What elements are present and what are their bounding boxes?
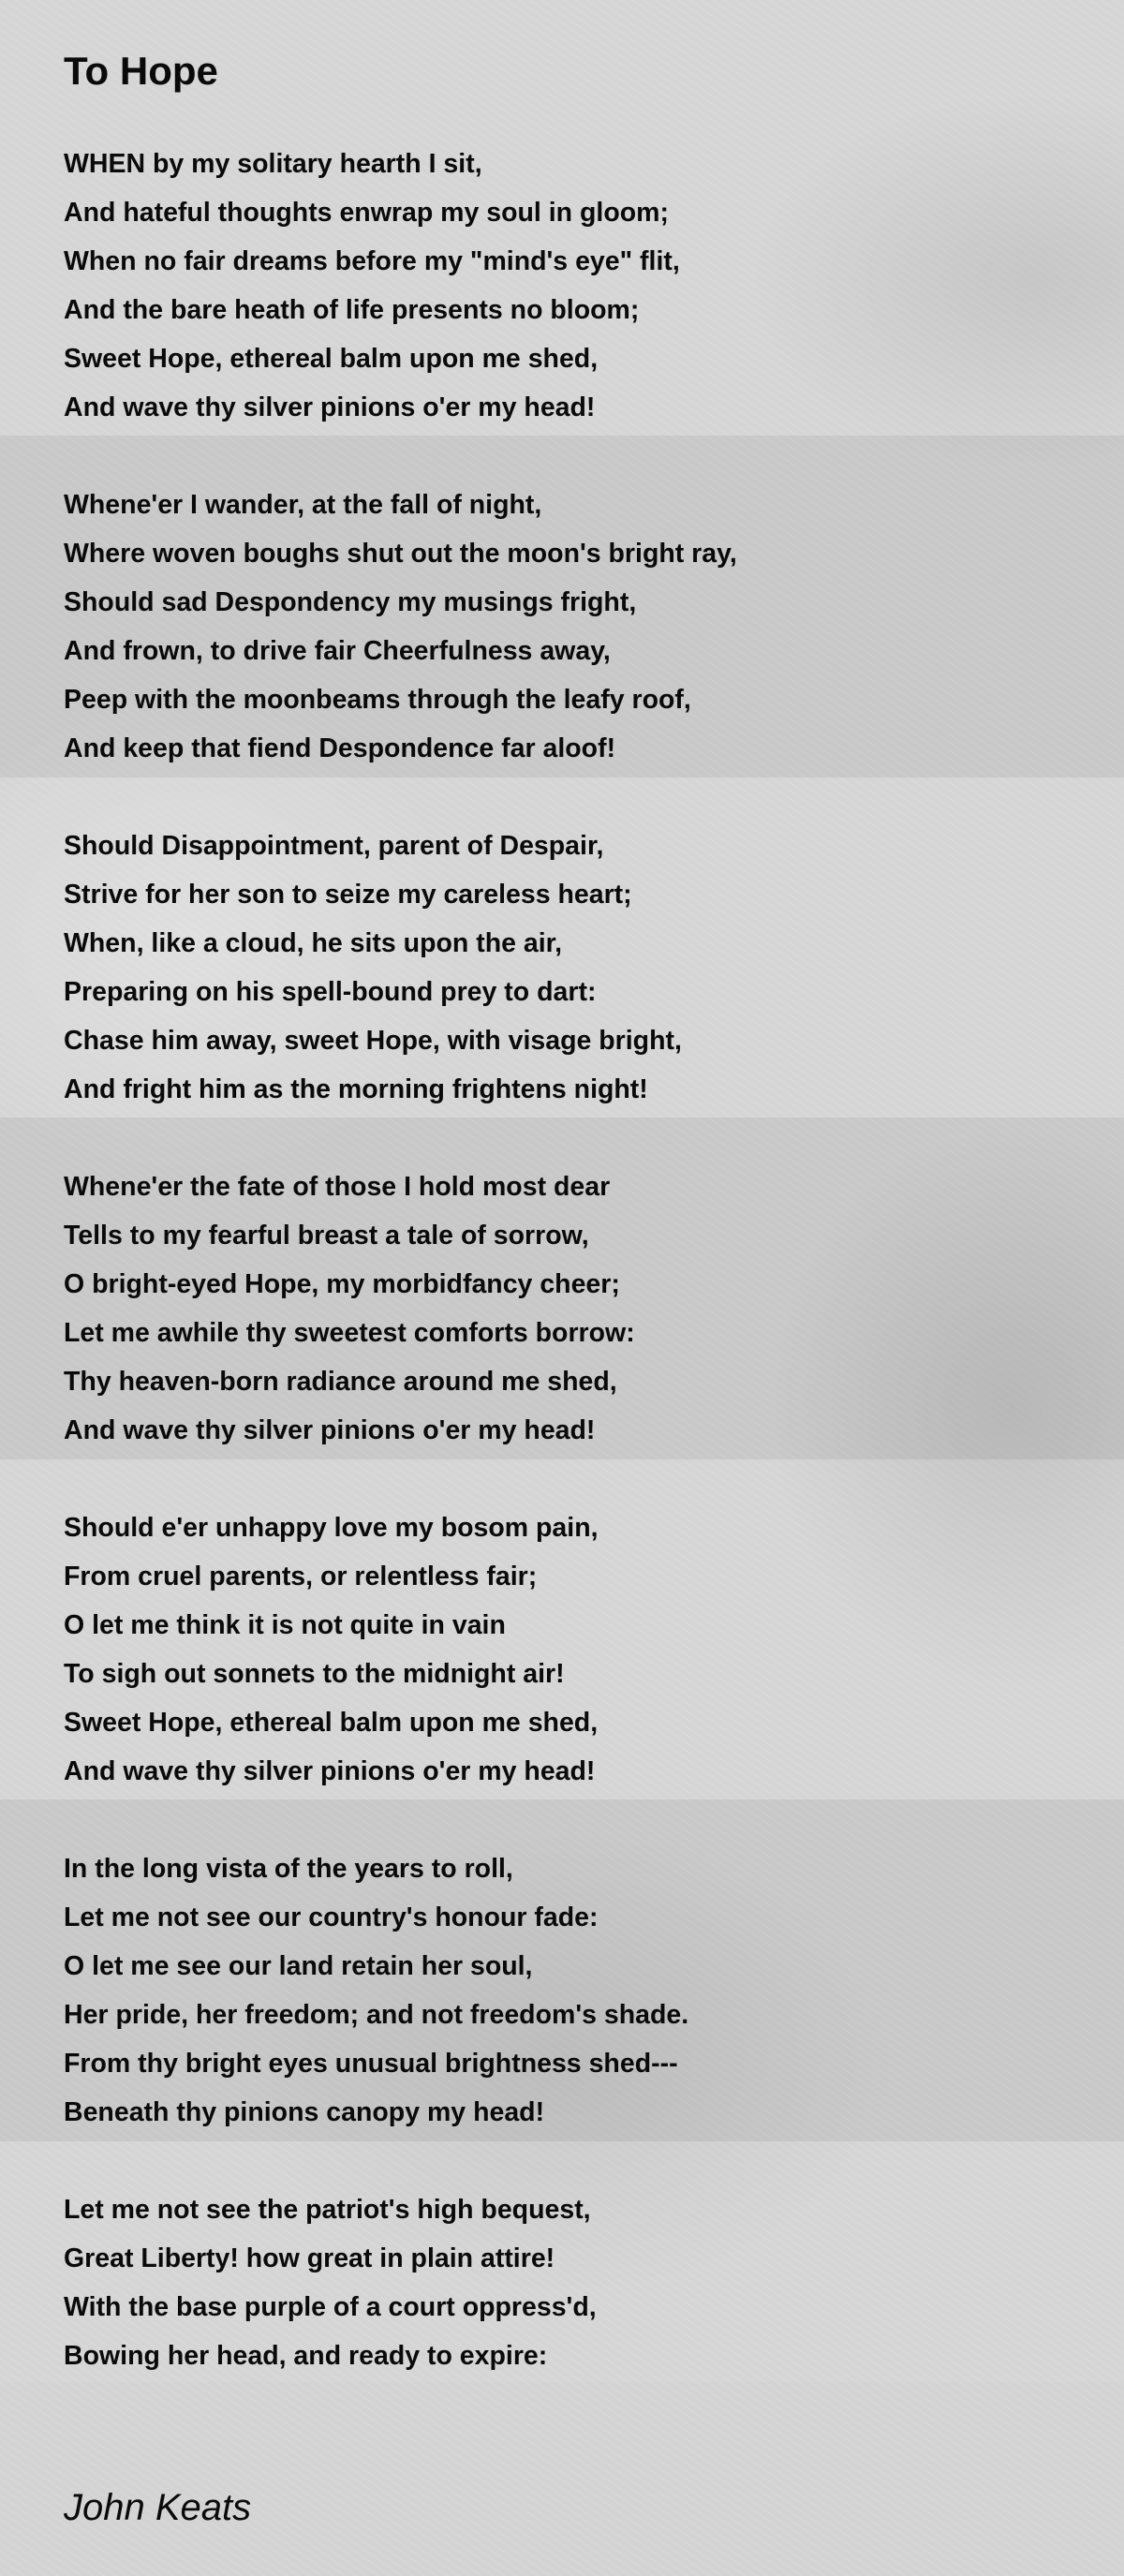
stanza	[64, 481, 737, 773]
poem-line: And hateful thoughts enwrap my soul in gloom;	[64, 198, 669, 228]
stanza	[64, 1503, 599, 1796]
poem-line: Whene'er I wander, at the fall of night,	[64, 490, 542, 520]
stanza	[64, 140, 680, 432]
poem-line: From cruel parents, or relentless fair;	[64, 1562, 538, 1591]
poem-line: Preparing on his spell-bound prey to dart:	[64, 977, 597, 1007]
poem-title: To Hope	[64, 49, 218, 93]
poem-line: O bright-eyed Hope, my morbidfancy cheer;	[64, 1269, 620, 1299]
poem-line: When no fair dreams before my "mind's eye" flit,	[64, 246, 680, 276]
poem-line: And wave thy silver pinions o'er my head!	[64, 1756, 596, 1786]
poem-line: O let me see our land retain her soul,	[64, 1951, 533, 1981]
stanza	[64, 1844, 688, 2137]
poem-line: Thy heaven-born radiance around me shed,	[64, 1367, 617, 1397]
poem-line: When, like a cloud, he sits upon the air,	[64, 928, 563, 958]
poem-line: Beneath thy pinions canopy my head!	[64, 2097, 545, 2127]
poem-line: Should Disappointment, parent of Despair,	[64, 831, 604, 861]
poem-author: John Keats	[64, 2487, 252, 2528]
poem-line: Chase him away, sweet Hope, with visage bright,	[64, 1026, 682, 1056]
poem-line: In the long vista of the years to roll,	[64, 1854, 513, 1884]
poem-line: Should e'er unhappy love my bosom pain,	[64, 1513, 599, 1543]
poem-line: Let me awhile thy sweetest comforts borrow:	[64, 1318, 635, 1348]
poem-line: And frown, to drive fair Cheerfulness away,	[64, 636, 611, 666]
poem-line: And the bare heath of life presents no bloom;	[64, 295, 640, 325]
poem-line: Let me not see our country's honour fade:	[64, 1902, 599, 1932]
poem-line: Sweet Hope, ethereal balm upon me shed,	[64, 1708, 599, 1738]
poem-line: Whene'er the fate of those I hold most dear	[64, 1172, 611, 1202]
poem-line: WHEN by my solitary hearth I sit,	[64, 149, 482, 179]
poem-line: Tells to my fearful breast a tale of sorrow,	[64, 1221, 589, 1251]
poem-line: And wave thy silver pinions o'er my head!	[64, 1415, 596, 1445]
poem-line: To sigh out sonnets to the midnight air!	[64, 1659, 565, 1689]
poem-line: Let me not see the patriot's high bequest,	[64, 2195, 591, 2225]
poem-line: O let me think it is not quite in vain	[64, 1610, 506, 1640]
poem-line: Should sad Despondency my musings fright,	[64, 587, 637, 617]
stanza	[64, 822, 682, 1114]
poem-line: Sweet Hope, ethereal balm upon me shed,	[64, 344, 599, 374]
poem-line: Where woven boughs shut out the moon's bright ray,	[64, 539, 737, 569]
stanza	[64, 1162, 635, 1455]
poem-line: And fright him as the morning frightens night!	[64, 1074, 648, 1104]
poem-line: Her pride, her freedom; and not freedom's shade.	[64, 2000, 689, 2030]
poem-line: And wave thy silver pinions o'er my head!	[64, 392, 596, 422]
poem-line: Peep with the moonbeams through the leafy roof,	[64, 685, 691, 715]
poem-line: From thy bright eyes unusual brightness shed---	[64, 2049, 678, 2079]
poem-line: Bowing her head, and ready to expire:	[64, 2341, 548, 2371]
poem-line: With the base purple of a court oppress'd,	[64, 2292, 597, 2322]
stanza	[64, 2185, 597, 2380]
poem-line: Great Liberty! how great in plain attire!	[64, 2243, 555, 2273]
poem-line: Strive for her son to seize my careless heart;	[64, 880, 632, 910]
poem-line: And keep that fiend Despondence far aloof!	[64, 733, 616, 763]
